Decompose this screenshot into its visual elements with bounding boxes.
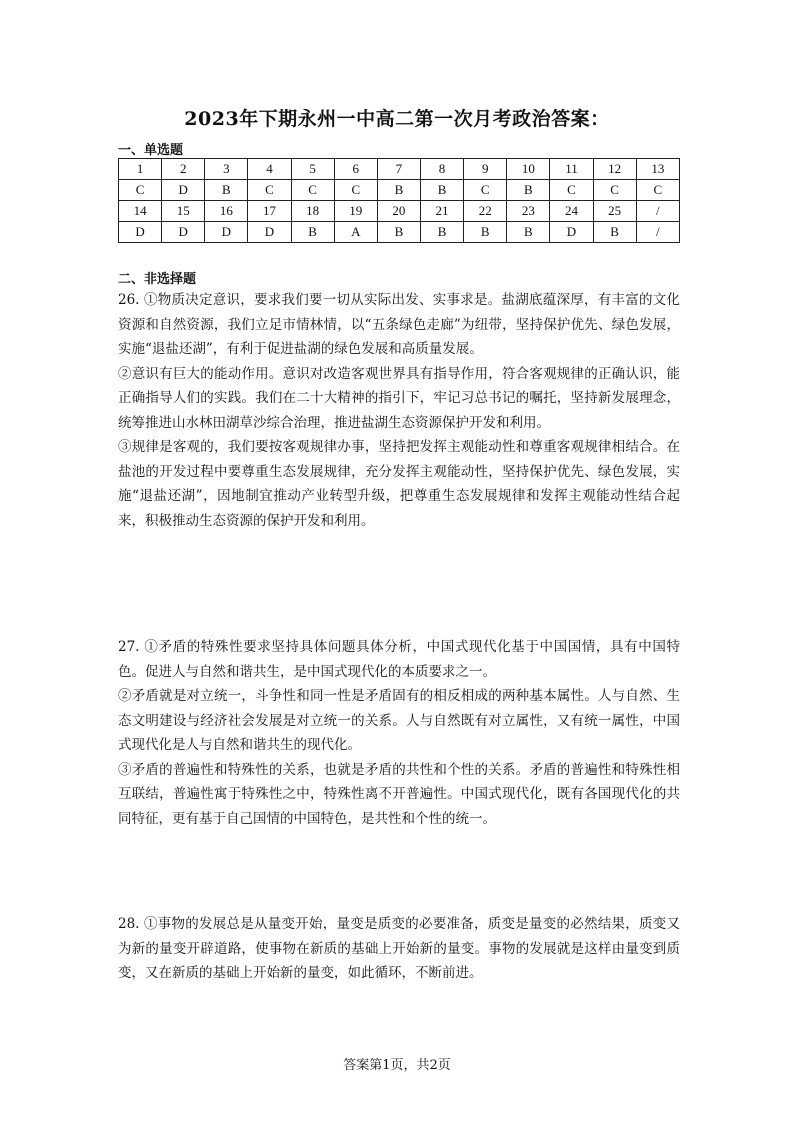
question-number-cell: 7 — [377, 159, 420, 180]
answer-cell: C — [291, 180, 334, 201]
question-number-cell: 2 — [162, 159, 205, 180]
answer-cell: B — [420, 180, 463, 201]
question-number-cell: 15 — [162, 201, 205, 222]
answer-cell: B — [291, 222, 334, 243]
question-number-cell: 18 — [291, 201, 334, 222]
answer-cell: B — [377, 222, 420, 243]
table-row — [119, 222, 680, 243]
answer-cell: D — [248, 222, 291, 243]
question-number-cell: 6 — [334, 159, 377, 180]
answer-cell: B — [205, 180, 248, 201]
answer-cell: D — [205, 222, 248, 243]
table-row — [119, 180, 680, 201]
answer-cell: C — [636, 180, 679, 201]
question-number-cell: 16 — [205, 201, 248, 222]
question-number-cell: 21 — [420, 201, 463, 222]
answer-cell: C — [550, 180, 593, 201]
page-footer: 答案第1页，共2页 — [343, 1058, 451, 1073]
answer-cell: B — [464, 222, 507, 243]
answer-cell: B — [377, 180, 420, 201]
q27-paragraph-1: 27. ①矛盾的特殊性要求坚持具体问题具体分析，中国式现代化基于中国国情，具有中国特色。促进人与自然和谐共生，是中国式现代化的本质要求之一。 — [118, 639, 680, 680]
answer-cell: C — [119, 180, 162, 201]
page-title: 2023年下期永州一中高二第一次月考政治答案： — [184, 108, 610, 130]
answer-cell: A — [334, 222, 377, 243]
question-number-cell: 20 — [377, 201, 420, 222]
q27-paragraph-2: ②矛盾就是对立统一，斗争性和同一性是矛盾固有的相反相成的两种基本属性。人与自然、生态文明建设与经济社会发展是对立统一的关系。人与自然既有对立属性，又有统一属性，中国式现代化是人与自然和谐共生的现代化。 — [118, 688, 680, 753]
answer-cell: / — [636, 222, 679, 243]
question-number-cell: 8 — [420, 159, 463, 180]
question-number-cell: 3 — [205, 159, 248, 180]
question-number-cell: 25 — [593, 201, 636, 222]
q26-paragraph-3: ③规律是客观的，我们要按客观规律办事，坚持把发挥主观能动性和尊重客观规律相结合。在盐池的开发过程中要尊重生态发展规律，充分发挥主观能动性，坚持保护优先、绿色发展，实施“退盐还湖”，因地制宜推动产业转型升级，把尊重生态发展规律和发挥主观能动性结合起来，积极推动生态资源的保护开发和利用。 — [118, 439, 680, 529]
question-number-cell: 14 — [119, 201, 162, 222]
section-heading-non-choice: 二、非选择题 — [118, 272, 197, 287]
answer-cell: B — [507, 180, 550, 201]
question-number-cell: 23 — [507, 201, 550, 222]
q26-paragraph-2: ②意识有巨大的能动作用。意识对改造客观世界具有指导作用，符合客观规律的正确认识，能正确指导人们的实践。我们在二十大精神的指引下，牢记习总书记的嘱托，坚持新发展理念，统筹推进山水林田湖草沙综合治理，推进盐湖生态资源保护开发和利用。 — [118, 365, 680, 431]
question-number-cell: 10 — [507, 159, 550, 180]
answer-cell: D — [162, 180, 205, 201]
question-number-cell: 19 — [334, 201, 377, 222]
answer-cell: B — [593, 222, 636, 243]
answer-cell: C — [593, 180, 636, 201]
question-number-cell: 17 — [248, 201, 291, 222]
question-number-cell: 5 — [291, 159, 334, 180]
question-number-cell: 12 — [593, 159, 636, 180]
q27-paragraph-3: ③矛盾的普遍性和特殊性的关系，也就是矛盾的共性和个性的关系。矛盾的普遍性和特殊性相互联结，普遍性寓于特殊性之中，特殊性离不开普遍性。中国式现代化，既有各国现代化的共同特征，更有基于自己国情的中国特色，是共性和个性的统一。 — [118, 761, 680, 827]
answer-cell: C — [248, 180, 291, 201]
question-number-cell: 1 — [119, 159, 162, 180]
question-28-answer — [118, 912, 680, 986]
answer-cell: D — [119, 222, 162, 243]
answer-cell: B — [507, 222, 550, 243]
q28-paragraph-1: 28. ①事物的发展总是从量变开始，量变是质变的必要准备，质变是量变的必然结果，质变又为新的量变开辟道路，使事物在新质的基础上开始新的量变。事物的发展就是这样由量变到质变，又在新质的基础上开始新的量变，如此循环，不断前进。 — [118, 916, 680, 981]
question-number-cell: / — [636, 201, 679, 222]
answer-table — [118, 158, 680, 243]
answer-cell: C — [464, 180, 507, 201]
answer-cell: D — [162, 222, 205, 243]
table-row — [119, 201, 680, 222]
question-number-cell: 13 — [636, 159, 679, 180]
question-26-answer — [118, 288, 680, 533]
table-row — [119, 159, 680, 180]
question-number-cell: 22 — [464, 201, 507, 222]
q26-paragraph-1: 26. ①物质决定意识，要求我们要一切从实际出发、实事求是。盐湖底蕴深厚，有丰富的文化资源和自然资源，我们立足市情林情，以“五条绿色走廊”为纽带，坚持保护优先、绿色发展，实施“退盐还湖”，有利于促进盐湖的绿色发展和高质量发展。 — [118, 292, 680, 357]
section-heading-single-choice: 一、单选题 — [118, 143, 184, 158]
answer-cell: D — [550, 222, 593, 243]
question-number-cell: 9 — [464, 159, 507, 180]
answer-cell: C — [334, 180, 377, 201]
answer-cell: B — [420, 222, 463, 243]
question-number-cell: 4 — [248, 159, 291, 180]
question-number-cell: 24 — [550, 201, 593, 222]
question-number-cell: 11 — [550, 159, 593, 180]
question-27-answer — [118, 635, 680, 831]
